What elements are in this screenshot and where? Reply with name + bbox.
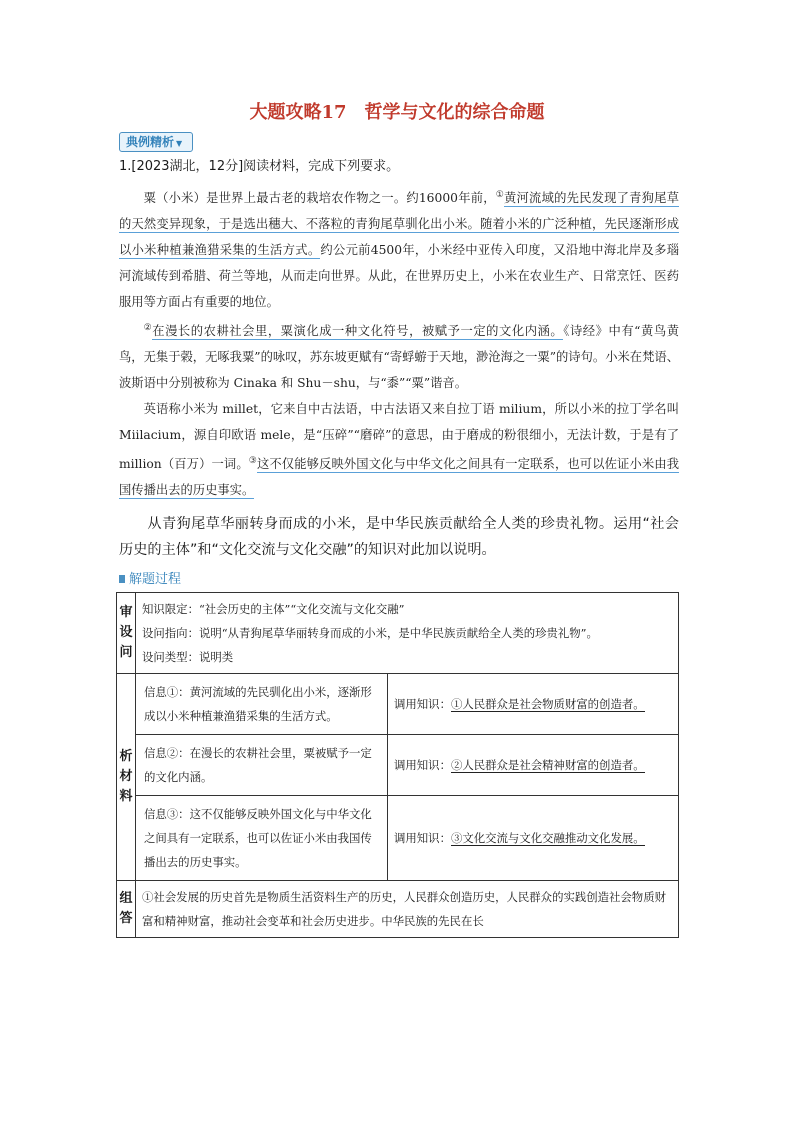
marker-1: ① <box>495 190 505 200</box>
knowledge-point: ③文化交流与文化交融推动文化发展。 <box>450 831 645 845</box>
section-label-examine: 审设问 <box>117 593 136 674</box>
knowledge-limit: 知识限定：“社会历史的主体”“文化交流与文化交融” <box>142 602 405 616</box>
question-direction: 设问指向：说明“从青狗尾草华丽转身而成的小米，是中华民族贡献给全人类的珍贵礼物”。 <box>142 626 598 640</box>
table-row <box>117 796 679 881</box>
underlined-info-3: 这不仅能够反映外国文化与中华文化之间具有一定联系，也可以佐证小米由我国传播出去的历史事实。 <box>119 457 679 498</box>
section-label-answer: 组答 <box>117 881 136 938</box>
section-tab-label: 典例精析 <box>126 135 175 149</box>
question-prompt: 从青狗尾草华丽转身而成的小米，是中华民族贡献给全人类的珍贵礼物。运用“社会历史的主体”和“文化交流与文化交融”的知识对此加以说明。 <box>119 516 679 558</box>
section-tab <box>119 132 193 152</box>
info-cell-1: 信息①：黄河流域的先民驯化出小米，逐渐形成以小米种植兼渔猎采集的生活方式。 <box>136 674 388 735</box>
marker-2: ② <box>143 323 153 334</box>
knowledge-prefix: 调用知识： <box>394 697 451 711</box>
table-row <box>117 593 679 674</box>
underlined-info-2: 在漫长的农耕社会里，粟演化成一种文化符号，被赋予一定的文化内涵。 <box>152 324 564 339</box>
material-paragraph-2 <box>119 315 679 396</box>
knowledge-cell-3 <box>388 796 679 881</box>
solve-process-text: 解题过程 <box>129 572 182 587</box>
knowledge-point: ②人民群众是社会精神财富的创造者。 <box>450 758 645 772</box>
knowledge-cell-1 <box>388 674 679 735</box>
material-text-span: 约公元前4500年，小米经中亚传入印度，又沿地中海北岸及多瑙河流域传到希腊、荷兰等地，从而走向世界。从此，在世界历史上，小米在农业生产、日常烹饪、医药服用等方面占有重要的地位。 <box>119 243 679 310</box>
material-text-span: 英语称小米为 millet，它来自中古法语，中古法语又来自拉丁语 milium，所以小米的拉丁学名叫 Miilacium，源自印欧语 mele，是“压碎”“磨碎”的意思，由于磨成的粉很细小，无法计数，于是有了 million（百万）一词。 <box>119 402 679 472</box>
page-title: 大题攻略17 哲学与文化的综合命题 <box>249 102 545 123</box>
knowledge-cell-2 <box>388 735 679 796</box>
knowledge-point: ①人民群众是社会物质财富的创造者。 <box>450 697 645 711</box>
bookmark-icon <box>119 575 125 583</box>
table-row <box>117 735 679 796</box>
table-row <box>117 881 679 938</box>
material-paragraph-1 <box>119 182 679 315</box>
examine-cell <box>136 593 679 674</box>
answer-cell: ①社会发展的历史首先是物质生活资料生产的历史，人民群众创造历史，人民群众的实践创造社会物质财富和精神财富，推动社会变革和社会历史进步。中华民族的先民在长 <box>136 881 679 938</box>
question-header: 1.[2023湖北，12分]阅读材料，完成下列要求。 <box>119 159 400 174</box>
material-paragraph-3 <box>119 396 679 503</box>
marker-3: ③ <box>248 456 257 467</box>
solve-process-label <box>119 568 181 587</box>
material-text-span: 粟（小米）是世界上最古老的栽培农作物之一。约16000年前， <box>143 191 496 206</box>
question-type: 设问类型：说明类 <box>142 650 234 664</box>
material-text <box>119 182 679 503</box>
triangle-down-icon: ▼ <box>176 139 183 148</box>
knowledge-prefix: 调用知识： <box>394 758 451 772</box>
info-cell-2: 信息②：在漫长的农耕社会里，粟被赋予一定的文化内涵。 <box>136 735 388 796</box>
knowledge-prefix: 调用知识： <box>394 831 451 845</box>
material-text-span: 《诗经》中有“黄鸟黄鸟，无集于榖，无啄我粟”的咏叹，苏东坡更赋有“寄蜉蝣于天地，渺沧海之一粟”的诗句。小米在梵语、波斯语中分别被称为 Cinaka 和 Shu－shu，与“黍”“粟”谐音。 <box>119 324 679 391</box>
info-cell-3: 信息③：这不仅能够反映外国文化与中华文化之间具有一定联系，也可以佐证小米由我国传播出去的历史事实。 <box>136 796 388 881</box>
section-label-analyze: 析材料 <box>117 674 136 881</box>
table-row <box>117 674 679 735</box>
underlined-info-1: 黄河流域的先民发现了青狗尾草的天然变异现象，于是选出穗大、不落粒的青狗尾草驯化出小米。随着小米的广泛种植，先民逐渐形成以小米种植兼渔猎采集的生活方式。 <box>119 191 679 258</box>
solution-table <box>116 592 679 938</box>
